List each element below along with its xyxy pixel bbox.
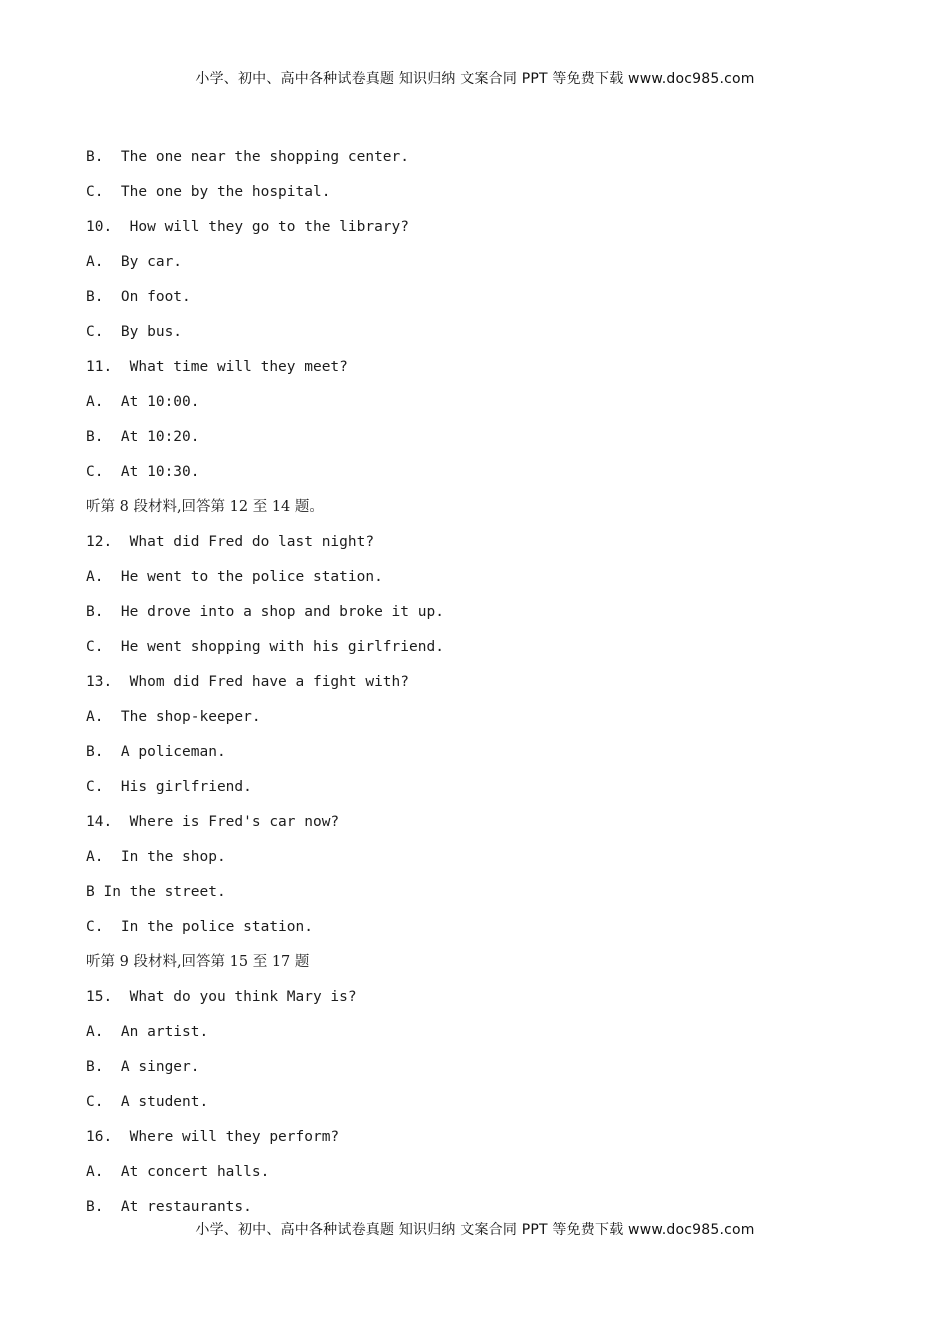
- answer-option: A. He went to the police station.: [86, 569, 383, 585]
- question: 15. What do you think Mary is?: [86, 989, 357, 1005]
- answer-option: C. His girlfriend.: [86, 779, 252, 795]
- answer-option: C. A student.: [86, 1094, 209, 1110]
- question: 11. What time will they meet?: [86, 359, 348, 375]
- answer-option: B. On foot.: [86, 289, 191, 305]
- exam-content: [86, 147, 886, 1232]
- answer-option: B. He drove into a shop and broke it up.: [86, 604, 444, 620]
- answer-option: B. At restaurants.: [86, 1199, 252, 1215]
- answer-option: A. In the shop.: [86, 849, 226, 865]
- answer-option: C. In the police station.: [86, 919, 313, 935]
- answer-option: A. An artist.: [86, 1024, 209, 1040]
- question: 16. Where will they perform?: [86, 1129, 340, 1145]
- answer-option: C. The one by the hospital.: [86, 184, 331, 200]
- page-footer: 小学、初中、高中各种试卷真题 知识归纳 文案合同 PPT 等免费下载 www.doc985.com: [195, 1222, 755, 1238]
- question: 14. Where is Fred's car now?: [86, 814, 340, 830]
- answer-option: C. At 10:30.: [86, 464, 200, 480]
- answer-option: C. He went shopping with his girlfriend.: [86, 639, 444, 655]
- answer-option: B. A singer.: [86, 1059, 200, 1075]
- section-instruction: 听第 8 段材料,回答第 12 至 14 题。: [86, 499, 324, 515]
- answer-option: B In the street.: [86, 884, 226, 900]
- answer-option: C. By bus.: [86, 324, 183, 340]
- answer-option: B. A policeman.: [86, 744, 226, 760]
- answer-option: A. At 10:00.: [86, 394, 200, 410]
- question: 12. What did Fred do last night?: [86, 534, 375, 550]
- answer-option: B. At 10:20.: [86, 429, 200, 445]
- answer-option: A. By car.: [86, 254, 183, 270]
- answer-option: A. At concert halls.: [86, 1164, 270, 1180]
- question: 10. How will they go to the library?: [86, 219, 410, 235]
- answer-option: A. The shop-keeper.: [86, 709, 261, 725]
- question: 13. Whom did Fred have a fight with?: [86, 674, 410, 690]
- page-header: 小学、初中、高中各种试卷真题 知识归纳 文案合同 PPT 等免费下载 www.doc985.com: [195, 71, 755, 87]
- section-instruction: 听第 9 段材料,回答第 15 至 17 题: [86, 954, 310, 970]
- answer-option: B. The one near the shopping center.: [86, 149, 410, 165]
